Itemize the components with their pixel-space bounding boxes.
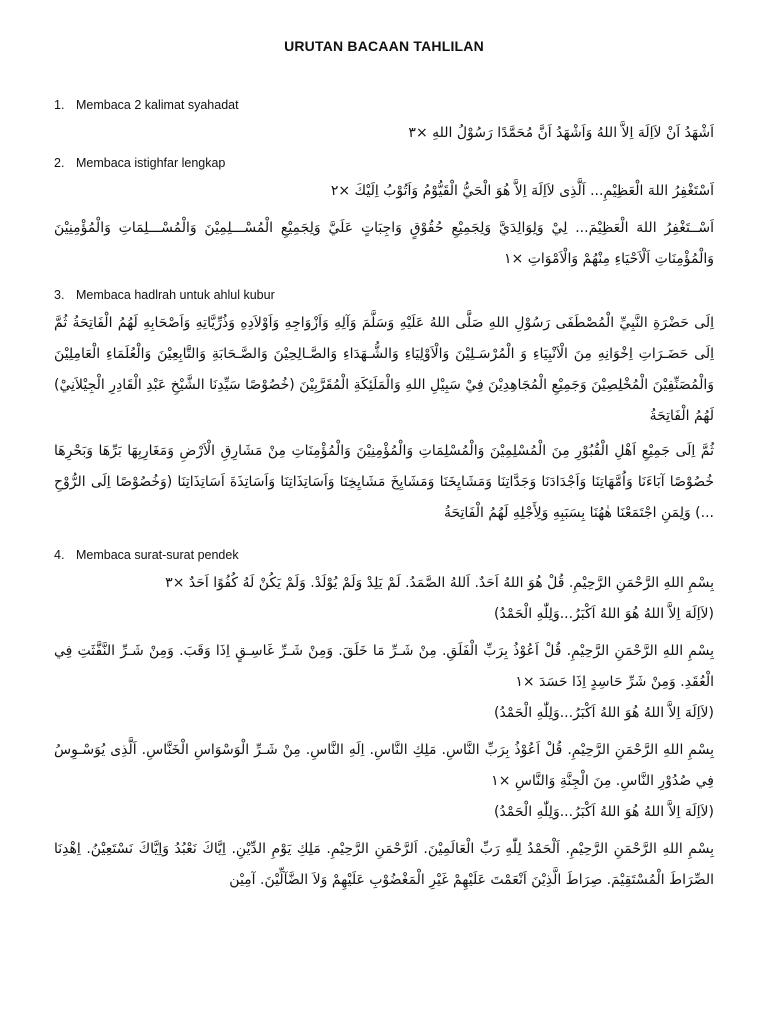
section-number: 1. (54, 98, 65, 112)
arabic-paragraph: ثُمَّ اِلَى جَمِيْعِ اَهْلِ الْقُبُوْرِ مِنَ الْمُسْلِمِيْنَ وَالْمُسْلِمَاتِ وَالْمُؤْمِنِيْنَ وَالْمُؤْمِنَاتِ مِنْ مَشَارِقِ الْاَرْضِ وَمَغَارِبِهَا بَرِّهَا وَبَحْرِهَا خُصُوْصًا آبَاءَنَا وَاُمَّهَاتِنَا وَاَجْدَادَنَا وَجَدَّاتِنَا وَمَشَايِخَنَا وَمَشَايِخَ مَشَايِخِنَا وَاَسَاتِذَاتِنَا وَاَسَاتِذَةَ اَسَاتِذَاتِنَا (وَخُصُوْصًا اِلَى الرُّوْحِ ...) وَلِمَنِ اجْتَمَعْنَا هٰهُنَا بِسَبَبِهِ وَلِأَجْلِهِ لَهُمُ الْفَاتِحَةُ (54, 443, 714, 521)
arabic-paragraph: اَسْــتَغْفِرُ اللهَ الْعَظِيْمَ... لِيْ وَلِوَالِدَيَّ وَلِجَمِيْعِ حُقُوْقٍ وَاجِبَاتٍ عَلَيَّ وَلِجَمِيْعِ الْمُسْـــلِمِيْنَ وَالْمُسْـــلِمَاتِ وَالْمُؤْمِنِيْنَ وَالْمُؤْمِنَاتِ اَلْاَحْيَاءِ مِنْهُمْ وَالْاَمْوَاتِ ×١ (54, 220, 714, 267)
section-title: Membaca 2 kalimat syahadat (76, 98, 239, 112)
section-heading (54, 286, 714, 304)
arabic-paragraph: بِسْمِ اللهِ الرَّحْمَنِ الرَّحِيْمِ. اَلْحَمْدُ لِلّٰهِ رَبِّ الْعَالَمِيْنَ. اَلرَّحْمَنِ الرَّحِيْمِ. مَلِكِ يَوْمِ الدِّيْنِ. اِيَّاكَ نَعْبُدُ وَاِيَّاكَ نَسْتَعِيْنُ. اِهْدِنَا الصِّرَاطَ الْمُسْتَقِيْمَ. صِرَاطَ الَّذِيْنَ اَنْعَمْتَ عَلَيْهِمْ غَيْرِ الْمَغْضُوْبِ عَلَيْهِمْ وَلاَ الضَّآلِّيْنَ. آمِيْن (54, 841, 714, 888)
arabic-paragraph: بِسْمِ اللهِ الرَّحْمَنِ الرَّحِيْمِ. قُلْ اَعُوْذُ بِرَبِّ النَّاسِ. مَلِكِ النَّاسِ. اِلَهِ النَّاسِ. مِنْ شَـرِّ الْوَسْوَاسِ الْخَنَّاسِ. اَلَّذِى يُوَسْـوِسُ فِي صُدُوْرِ النَّاسِ. مِنَ الْجِنَّةِ وَالنَّاسِ ×١ (54, 742, 714, 789)
section-2 (54, 154, 714, 275)
section-4 (54, 546, 714, 896)
section-number: 3. (54, 288, 65, 302)
section-number: 2. (54, 156, 65, 170)
section-heading (54, 546, 714, 564)
arabic-paragraph: اِلَى حَضْرَةِ النَّبِيِّ الْمُصْطَفَى رَسُوْلِ اللهِ صَلَّى اللهُ عَلَيْهِ وَسَلَّمَ وَآلِهِ وَاَزْوَاجِهِ وَاَوْلاَدِهِ وَذُرِّيَّاتِهِ وَاَصْحَابِهِ لَهُمُ الْفَاتِحَةُ ثُمَّ اِلَى حَضَـرَاتِ اِخْوَانِهِ مِنَ الْاَنْبِيَاءِ وَ الْمُرْسَـلِيْنَ وَالْاَوْلِيَاءِ وَالشُّـهَدَاءِ وَالصَّـالِحِيْنَ وَالصَّـحَابَةِ وَالتَّابِعِيْنَ وَالْعُلَمَاءِ الْعَامِلِيْنَ وَالْمُصَنِّفِيْنَ الْمُخْلِصِيْنَ وَجَمِيْعِ الْمُجَاهِدِيْنَ فِيْ سَبِيْلِ اللهِ وَالْمَلَئِكَةِ الْمُقَرَّبِيْنَ (خُصُوْصًا سَيِّدِنَا الشَّيْخِ عَبْدِ الْقَادِرِ الْجِيْلاَنِيْ) لَهُمُ الْفَاتِحَةُ (54, 315, 714, 424)
section-1 (54, 96, 714, 149)
arabic-line: (لاَاِلَهَ اِلاَّ اللهُ هُوَ اللهُ اَكْبَرُ...وَلِلّٰهِ الْحَمْدُ) (493, 606, 714, 622)
arabic-paragraph: بِسْمِ اللهِ الرَّحْمَنِ الرَّحِيْمِ. قُلْ اَعُوْذُ بِرَبِّ الْفَلَقِ. مِنْ شَـرِّ مَا خَلَقَ. وَمِنْ شَـرِّ غَاسِـقٍ اِذَا وَقَبَ. وَمِنْ شَـرِّ النَّفَّثَتِ فِي الْعُقَدِ. وَمِنْ شَرِّ حَاسِدٍ اِذَا حَسَدَ ×١ (54, 643, 714, 690)
arabic-line: (لاَاِلَهَ اِلاَّ اللهُ هُوَ اللهُ اَكْبَرُ...وَلِلّٰهِ الْحَمْدُ) (493, 705, 714, 721)
arabic-line: اَشْهَدُ اَنْ لاَاِلَهَ اِلاَّ اللهُ وَاَشْهَدُ اَنَّ مُحَمَّدًا رَسُوْلُ اللهِ ×٣ (408, 125, 714, 141)
section-title: Membaca hadlrah untuk ahlul kubur (76, 288, 275, 302)
section-number: 4. (54, 548, 65, 562)
section-title: Membaca istighfar lengkap (76, 156, 226, 170)
section-3 (54, 286, 714, 529)
document-title: URUTAN BACAAN TAHLILAN (284, 38, 484, 54)
section-heading (54, 96, 714, 114)
arabic-line: (لاَاِلَهَ اِلاَّ اللهُ هُوَ اللهُ اَكْبَرُ...وَلِلّٰهِ الْحَمْدُ) (493, 804, 714, 820)
arabic-line: اَسْتَغْفِرُ اللهَ الْعَظِيْمِ... اَلَّذِى لاَاِلَهَ اِلاَّ هُوَ الْحَيُّ الْقَيُّوْمُ وَاَتُوْبُ اِلَيْكَ ×٢ (330, 183, 714, 199)
section-title: Membaca surat-surat pendek (76, 548, 239, 562)
arabic-line: بِسْمِ اللهِ الرَّحْمَنِ الرَّحِيْمِ. قُلْ هُوَ اللهُ اَحَدٌ. اَللهُ الصَّمَدُ. لَمْ يَلِدْ وَلَمْ يُوْلَدْ. وَلَمْ يَكُنْ لَهُ كُفُوًا اَحَدٌ ×٣ (165, 575, 714, 591)
section-heading (54, 154, 714, 172)
